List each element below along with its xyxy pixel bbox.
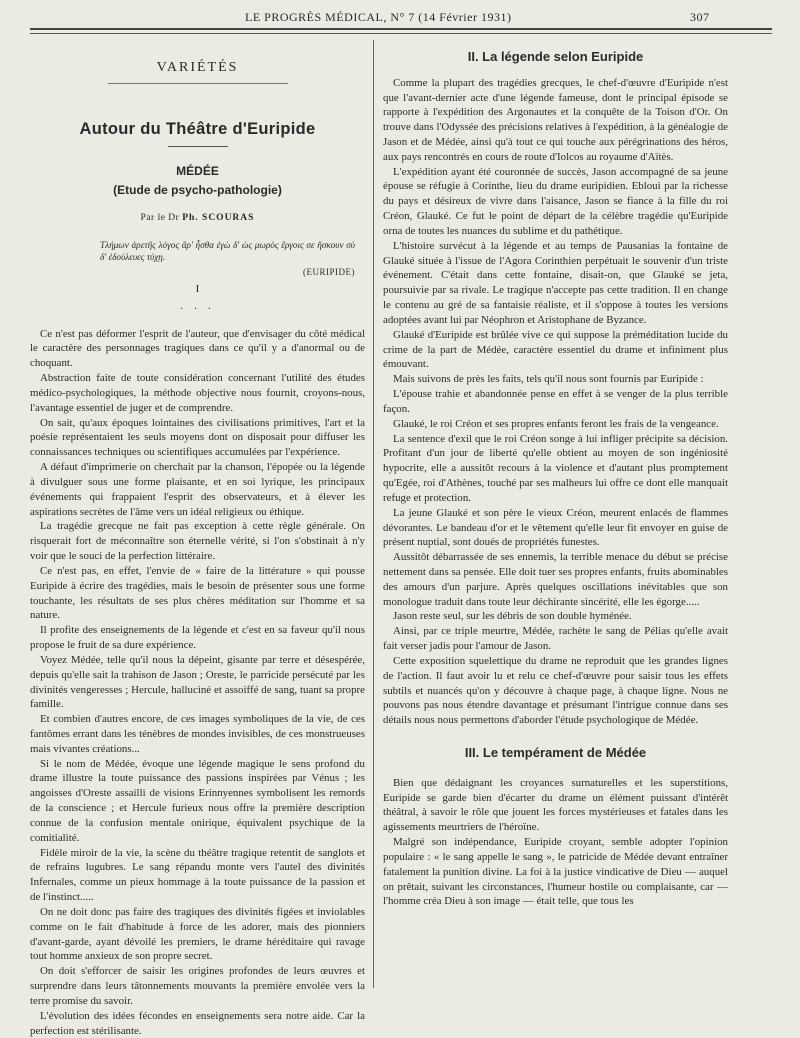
- left-column: [30, 40, 365, 1038]
- paragraph: Glauké d'Euripide est brûlée vive ce qui suppose la préméditation lucide du crime de la part de Médée, caractère essentiel du drame et infiniment plus émouvant.: [383, 328, 728, 371]
- paragraph: Ainsi, par ce triple meurtre, Médée, rachète le sang de Pélias qu'elle avait fait verser jadis pour l'amour de Jason.: [383, 625, 728, 653]
- paragraph: Mais suivons de près les faits, tels qu'il nous sont fournis par Euripide :: [393, 373, 704, 386]
- paragraph: Et combien d'autres encore, de ces images symboliques de la vie, de ces fantômes errant dans les ténèbres de mondes invisibles, de ces monstrueuses mais vivantes créations...: [30, 713, 365, 755]
- article-subtitle-study: (Etude de psycho-pathologie): [113, 182, 282, 197]
- journal-title: LE PROGRÈS MÉDICAL, N° 7 (14 Février 1931): [245, 10, 512, 24]
- section-label-rule: [108, 83, 288, 84]
- paragraph: La tragédie grecque ne fait pas exception à cette règle générale. On risquerait fort de méconnaître son éternelle vérité, si l'on s'obstinait à n'y voir que le souci de la perfection littéraire.: [30, 520, 365, 563]
- paragraph: Voyez Médée, telle qu'il nous la dépeint, gisante par terre et désespérée, depuis qu'elle sait la trahison de Jason ; Oreste, le parricide persécuté par les divinités vengeresses ; Hercule, halluciné et assoiffé de sang, tuant sa propre famille.: [30, 653, 365, 711]
- byline: [30, 212, 365, 225]
- section-3-heading: III. Le tempérament de Médée: [464, 745, 647, 761]
- header-rule-thin: [30, 33, 772, 34]
- right-column: [383, 40, 728, 909]
- paragraph: Malgré son indépendance, Euripide croyant, semble adopter l'opinion populaire : « le sang appelle le sang », le patricide de Médée devant entraîner fatalement la punition divine. La foi à la justice vindicative de Dieu — auquel on prêtait, suivant les circonstances, l'humeur hostile ou complaisante, car — l'homme créa Dieu à son image — était telle, que tous les: [383, 836, 728, 908]
- paragraph: Ce n'est pas déformer l'esprit de l'auteur, que d'envisager du côté médical le caractère des personnages tragiques dans ce qu'il y a d'anormal ou de choquant.: [30, 327, 365, 370]
- paragraph: Ce n'est pas, en effet, l'envie de « faire de la littérature » qui pousse Euripide à écrire des tragédies, mais le besoin de présenter sous une forme touchante, les résultats de ses plus chères méditation sur l'homme et sa nature.: [30, 564, 365, 622]
- paragraph: Si le nom de Médée, évoque une légende magique le sens profond du drame illustre la toute puissance des passions inspirées par Vénus ; les angoisses d'Oreste assailli de visions Erinnyennes symbolisent les remords de la conscience ; et Hercule furieux nous offre la première description connue de la confusion mentale onirique, équivalent psychique de la comitialité.: [30, 757, 365, 844]
- left-body: [30, 327, 365, 1038]
- paragraph: Aussitôt débarrassée de ses ennemis, la terrible menace du début se précise nettement dans sa pensée. Elle doit tuer ses propres enfants, fruits abominables des amours d'un parjure. Après quelques oscillations inévitables que son monologue traduit dans toute leur déchirante sincérité, elle les égorge.....: [383, 551, 728, 608]
- paragraph: L'épouse trahie et abandonnée pense en effet à se venger de la plus terrible façon.: [383, 388, 728, 415]
- paragraph: La jeune Glauké et son père le vieux Créon, meurent enlacés de flammes dévorantes. Le bandeau d'or et le vêtement qu'elle leur fit envoyer en guise de présent nuptial, sont doués de propriétés funestes.: [383, 506, 728, 549]
- page-number: 307: [690, 10, 710, 24]
- byline-prefix: Par le Dr: [140, 213, 180, 224]
- running-head: [0, 10, 800, 26]
- chapter-numeral: I: [195, 283, 200, 296]
- paragraph: On ne doit donc pas faire des tragiques des divinités figées et inviolables comme on le fait d'habitude à force de les adorer, mais des pionniers d'avant-garde, ayant dévoilé les premiers, le drame héréditaire qui ravage tout homme anxieux de son propre secret.: [30, 905, 365, 963]
- header-rule: [30, 28, 772, 30]
- paragraph: Jason reste seul, sur les débris de son double hyménée.: [393, 610, 632, 623]
- section-2-body: [383, 76, 728, 728]
- article-title: Autour du Théâtre d'Euripide: [79, 120, 316, 139]
- paragraph: Glauké, le roi Créon et ses propres enfants feront les frais de la vengeance.: [393, 417, 719, 430]
- epigraph-source: (EURIPIDE): [303, 266, 355, 277]
- paragraph: L'histoire survécut à la légende et au temps de Pausanias la fontaine de Glauké située à l'issue de l'Agora Corinthien perpétuait le souvenir d'un triste événement. C'était dans cette fontaine, disait-on, que Glauké se jeta, poursuivie par sa rivale. Le tragique n'accepte pas cette tradition. Il en change le contenu au gré de sa fantaisie réaliste, et il s'oppose à toutes les versions adoptées avant lui par Néophron et Aristophane de Byzance.: [383, 239, 728, 326]
- title-rule: [168, 146, 228, 147]
- paragraph: On doit s'efforcer de saisir les origines profondes de leurs œuvres et surprendre dans leurs tâtonnements mouvants la première envolée vers la terre promise du savoir.: [30, 965, 365, 1007]
- article-subtitle: MÉDÉE: [176, 164, 219, 179]
- paragraph: Abstraction faite de toute considération concernant l'utilité des études médico-psychologiques, la méthode objective nous fournit, croyons-nous, l'avantage essentiel de juger et de comprendre.: [30, 372, 365, 414]
- epigraph: Τλήμων ἀρετῆς λόγος ἄρ' ἦσθα ἐγὼ δ' ὡς μωρὸς ἔργοις σε ἤσκουν σὺ δ' ἐδούλευες τύχῃ.: [100, 240, 355, 263]
- section-3-body: [383, 776, 728, 909]
- byline-author: Ph. SCOURAS: [182, 213, 255, 224]
- paragraph: Cette exposition squelettique du drame ne reproduit que les grandes lignes de l'action. Il faut avoir lu et relu ce chef-d'œuvre pour saisir tous les effets subtils et nuancés qu'on y découvre à chaque page, à chaque ligne. Nous ne pouvons pas nous étendre davantage et présumant l'intrigue connue dans ses détails nous nous permettons d'aborder l'étude psychologique de Médée.: [383, 654, 728, 727]
- chapter-ornament: · · ·: [180, 304, 215, 316]
- paragraph: Il profite des enseignements de la légende et c'est en sa faveur qu'il nous propose le fruit de sa dure expérience.: [30, 624, 365, 652]
- paragraph: A défaut d'imprimerie on cherchait par la chanson, l'épopée ou la légende à divulguer sous une forme plaisante, et en soi lyrique, les principaux événements qui frappaient l'esprit des observateurs, et à élever les aspirations secrètes de l'âme vers un idéal religieux ou éthique.: [30, 461, 365, 518]
- section-label: VARIÉTÉS: [156, 60, 239, 75]
- paragraph: Fidèle miroir de la vie, la scène du théâtre tragique retentit de sanglots et de refrains lugubres. Le sang répandu monte vers l'autel des divinités Infernales, comme un pieux hommage à la toute puissance de la passion et de l'instinct.....: [30, 846, 365, 904]
- paragraph: Comme la plupart des tragédies grecques, le chef-d'œuvre d'Euripide n'est que l'avant-dernier acte d'une légende fameuse, dont le principal épisode se rapporte à l'expédition des Argonautes et la conquête de la Toison d'Or. On trouve dans l'Odyssée des précisions relatives à l'expédition, à la généalogie de Jason et de Médée, ainsi qu'à tout ce qui touche aux pérégrinations des héros, aux pays rencontrés en cours de route d'Iolcos au royaume d'Aïtès.: [383, 76, 728, 163]
- paragraph: L'évolution des idées fécondes en enseignements sera notre aide. Car la perfection est stérilisante.: [30, 1009, 365, 1037]
- column-divider: [373, 40, 374, 988]
- paragraph: La sentence d'exil que le roi Créon songe à lui infliger précipite sa décision. Profitant d'un jour de liberté qu'elle obtient au moyen de son ingéniosité hypocrite, elle a aussitôt recours à la violence et d'autant plus promptement qu'Egée, roi d'Athènes, touché par ses malheurs lui offre ce dont elle manquait refuge et protection.: [383, 432, 728, 504]
- paragraph: L'expédition ayant été couronnée de succès, Jason accompagné de sa jeune épouse se réfugie à Corinthe, lieu du drame euripidien. Ebloui par la richesse du pays et désireux de vivre dans l'aisance, Jason se fiance à la fille du roi Créon, Glauké. Ce fut le point de départ de la célèbre tragédie qu'Euripide orna de toutes les nuances du sublime et du pathétique.: [383, 165, 728, 237]
- paragraph: Bien que dédaignant les croyances surnaturelles et les superstitions, Euripide se garde bien d'écarter du drame un élément puissant d'intérêt théâtral, à savoir le rôle que jouent les forces mystérieuses et fatales dans les agissements meurtriers de l'héroïne.: [383, 776, 728, 834]
- paragraph: On sait, qu'aux époques lointaines des civilisations primitives, l'art et la poésie représentaient les seuls moyens dont on disposait pour diffuser les connaissances techniques ou scientifiques accumulées par l'expérience.: [30, 416, 365, 459]
- section-2-heading: II. La légende selon Euripide: [467, 49, 644, 64]
